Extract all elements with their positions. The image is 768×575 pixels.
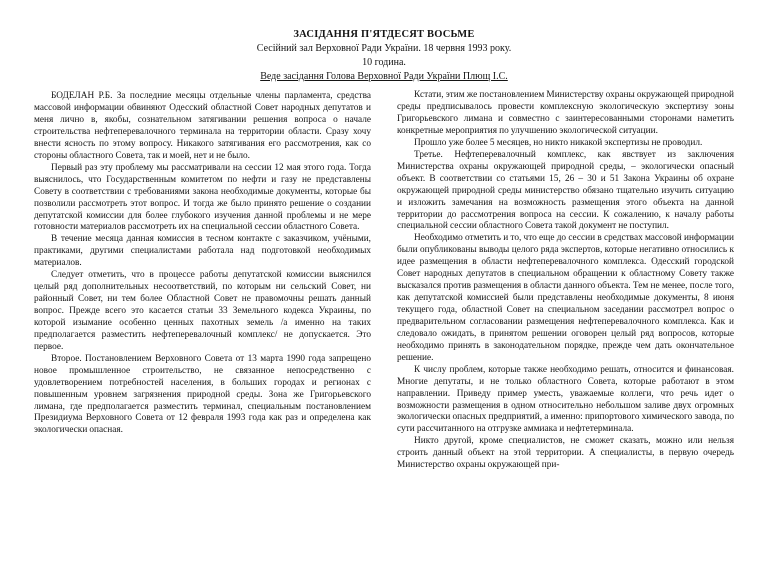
paragraph: Первый раз эту проблему мы рассматривали на сессии 12 мая этого года. Тогда выяснилось, что Государственным комитетом по нефти и газу не представлены Совету в соответствии с требованиями закона необходимые документы, которые бы позволили рассмотреть этот вопрос. И тогда же было принято решение о создании депутатской комиссии для более глубокого изучения данной проблемы и не мере готовности материалов рассмотреть их на специальной сессии областного Совета. bbox=[34, 162, 371, 233]
paragraph: Прошло уже более 5 месяцев, но никто никакой экспертизы не проводил. bbox=[414, 137, 703, 148]
page-title: ЗАСІДАННЯ П'ЯТДЕСЯТ ВОСЬМЕ bbox=[293, 29, 475, 40]
left-column bbox=[34, 90, 371, 437]
paragraph: Третье. Нефтеперевалочный комплекс, как явствует из заключения Министерства охраны окружающей природной среды, – экологически опасный объект. В соответствии со статьями 15, 26 – 30 и 51 Закона Украины об охране окружающей природной среды министерство обязано тщательно изучить ситуацию и изложить замечания на возможность размещения этого объекта на данной территории до рассмотрения вопроса на сессии. К сожалению, к началу работы специальной сессии областного Совета такой документ не поступил. bbox=[397, 149, 734, 232]
paragraph: В течение месяца данная комиссия в тесном контакте с заказчиком, учёными, практиками, другими специалистами работала над подготовкой необходимых материалов. bbox=[34, 234, 371, 269]
paragraph: Кстати, этим же постановлением Министерству охраны окружающей природной среды предписывалось провести комплексную экологическую экспертизу зоны Григорьевского лимана и совместно с заинтересованными сторонами наметить конкретные мероприятия по улучшению экологической ситуации. bbox=[397, 90, 734, 136]
header-line-chair: Веде засідання Голова Верховної Ради України Плющ І.С. bbox=[260, 71, 508, 83]
columns-container bbox=[34, 90, 734, 472]
paragraph: Никто другой, кроме специалистов, не сможет сказать, можно или нельзя строить данный объект на этой территории. А специалисты, в первую очередь Министерство охраны окружающей при- bbox=[397, 436, 734, 471]
document-header bbox=[34, 28, 734, 84]
right-column bbox=[397, 90, 734, 472]
header-line-time: 10 година. bbox=[362, 57, 406, 69]
paragraph: Следует отметить, что в процессе работы депутатской комиссии выяснился целый ряд дополнительных несоответствий, по которым ни сельский Совет, ни районный Совет, ни тем более Областной Совет не правомочны решать данный вопрос. Прежде всего это касается статьи 33 Земельного кодекса Украины, по которой изымание особенно ценных пахотных земель /а именно на таких предполагается разместить нефтеперевалочный комплекс/ не допускается. Это первое. bbox=[34, 270, 371, 352]
paragraph: Второе. Постановлением Верховного Совета от 13 марта 1990 года запрещено новое промышленное строительство, не связанное непосредственно с удовлетворением потребностей населения, в больших городах и регионах с повышенным уровнем загрязнения природной среды. Зона же Григорьевского лимана, где предполагается разместить терминал, специальным постановлением Президиума Верховного Совета от 12 февраля 1993 года как раз и определена как экологически опасная. bbox=[34, 353, 371, 436]
header-line-venue: Сесійний зал Верховної Ради України. 18 червня 1993 року. bbox=[256, 43, 512, 55]
paragraph: К числу проблем, которые также необходимо решать, относится и финансовая. Многие депутаты, и не только областного Совета, которые работают в этом направлении. Приведу пример уместь, уважаемые коллеги, что речь идет о возможности размещения в одном относительно небольшом заливе двух огромных экологически опасных предприятий, а именно: припортового химического завода, по сути рассчитанного на отгрузке аммиака и нефтетерминала. bbox=[397, 364, 734, 435]
paragraph: Необходимо отметить и то, что еще до сессии в средствах массовой информации были опубликованы выводы целого ряда экспертов, которые негативно относились к идее размещения в области нефтеперевалочного комплекса. Одесский городской Совет народных депутатов в специальном обращении к областному Совету также высказался против размещения в области данного объекта. Тем не менее, после того, как депутатской комиссией были представлены необходимые документы, 8 июня текущего года, областной Совет на специальном заседании рассмотрел вопрос о предварительном согласовании размещения нефтеперевалочного комплекса. Как и следовало ожидать, в принятом решении оговорен целый ряд вопросов, которые необходимо принять в законодательном порядке, прежде чем дать окончательное решение. bbox=[397, 233, 734, 363]
paragraph: БОДЕЛАН Р.Б. За последние месяцы отдельные члены парламента, средства массовой информации обвиняют Одесский областной Совет народных депутатов и меня лично в, якобы, сознательном затягивании решения вопроса о начале строительства нефтеперевалочного терминала на территории области. Сразу хочу внести ясность по этому вопросу. Никакого затягивания его рассмотрения, как со стороны областного Совета, так и моей, нет и не было. bbox=[34, 91, 371, 161]
